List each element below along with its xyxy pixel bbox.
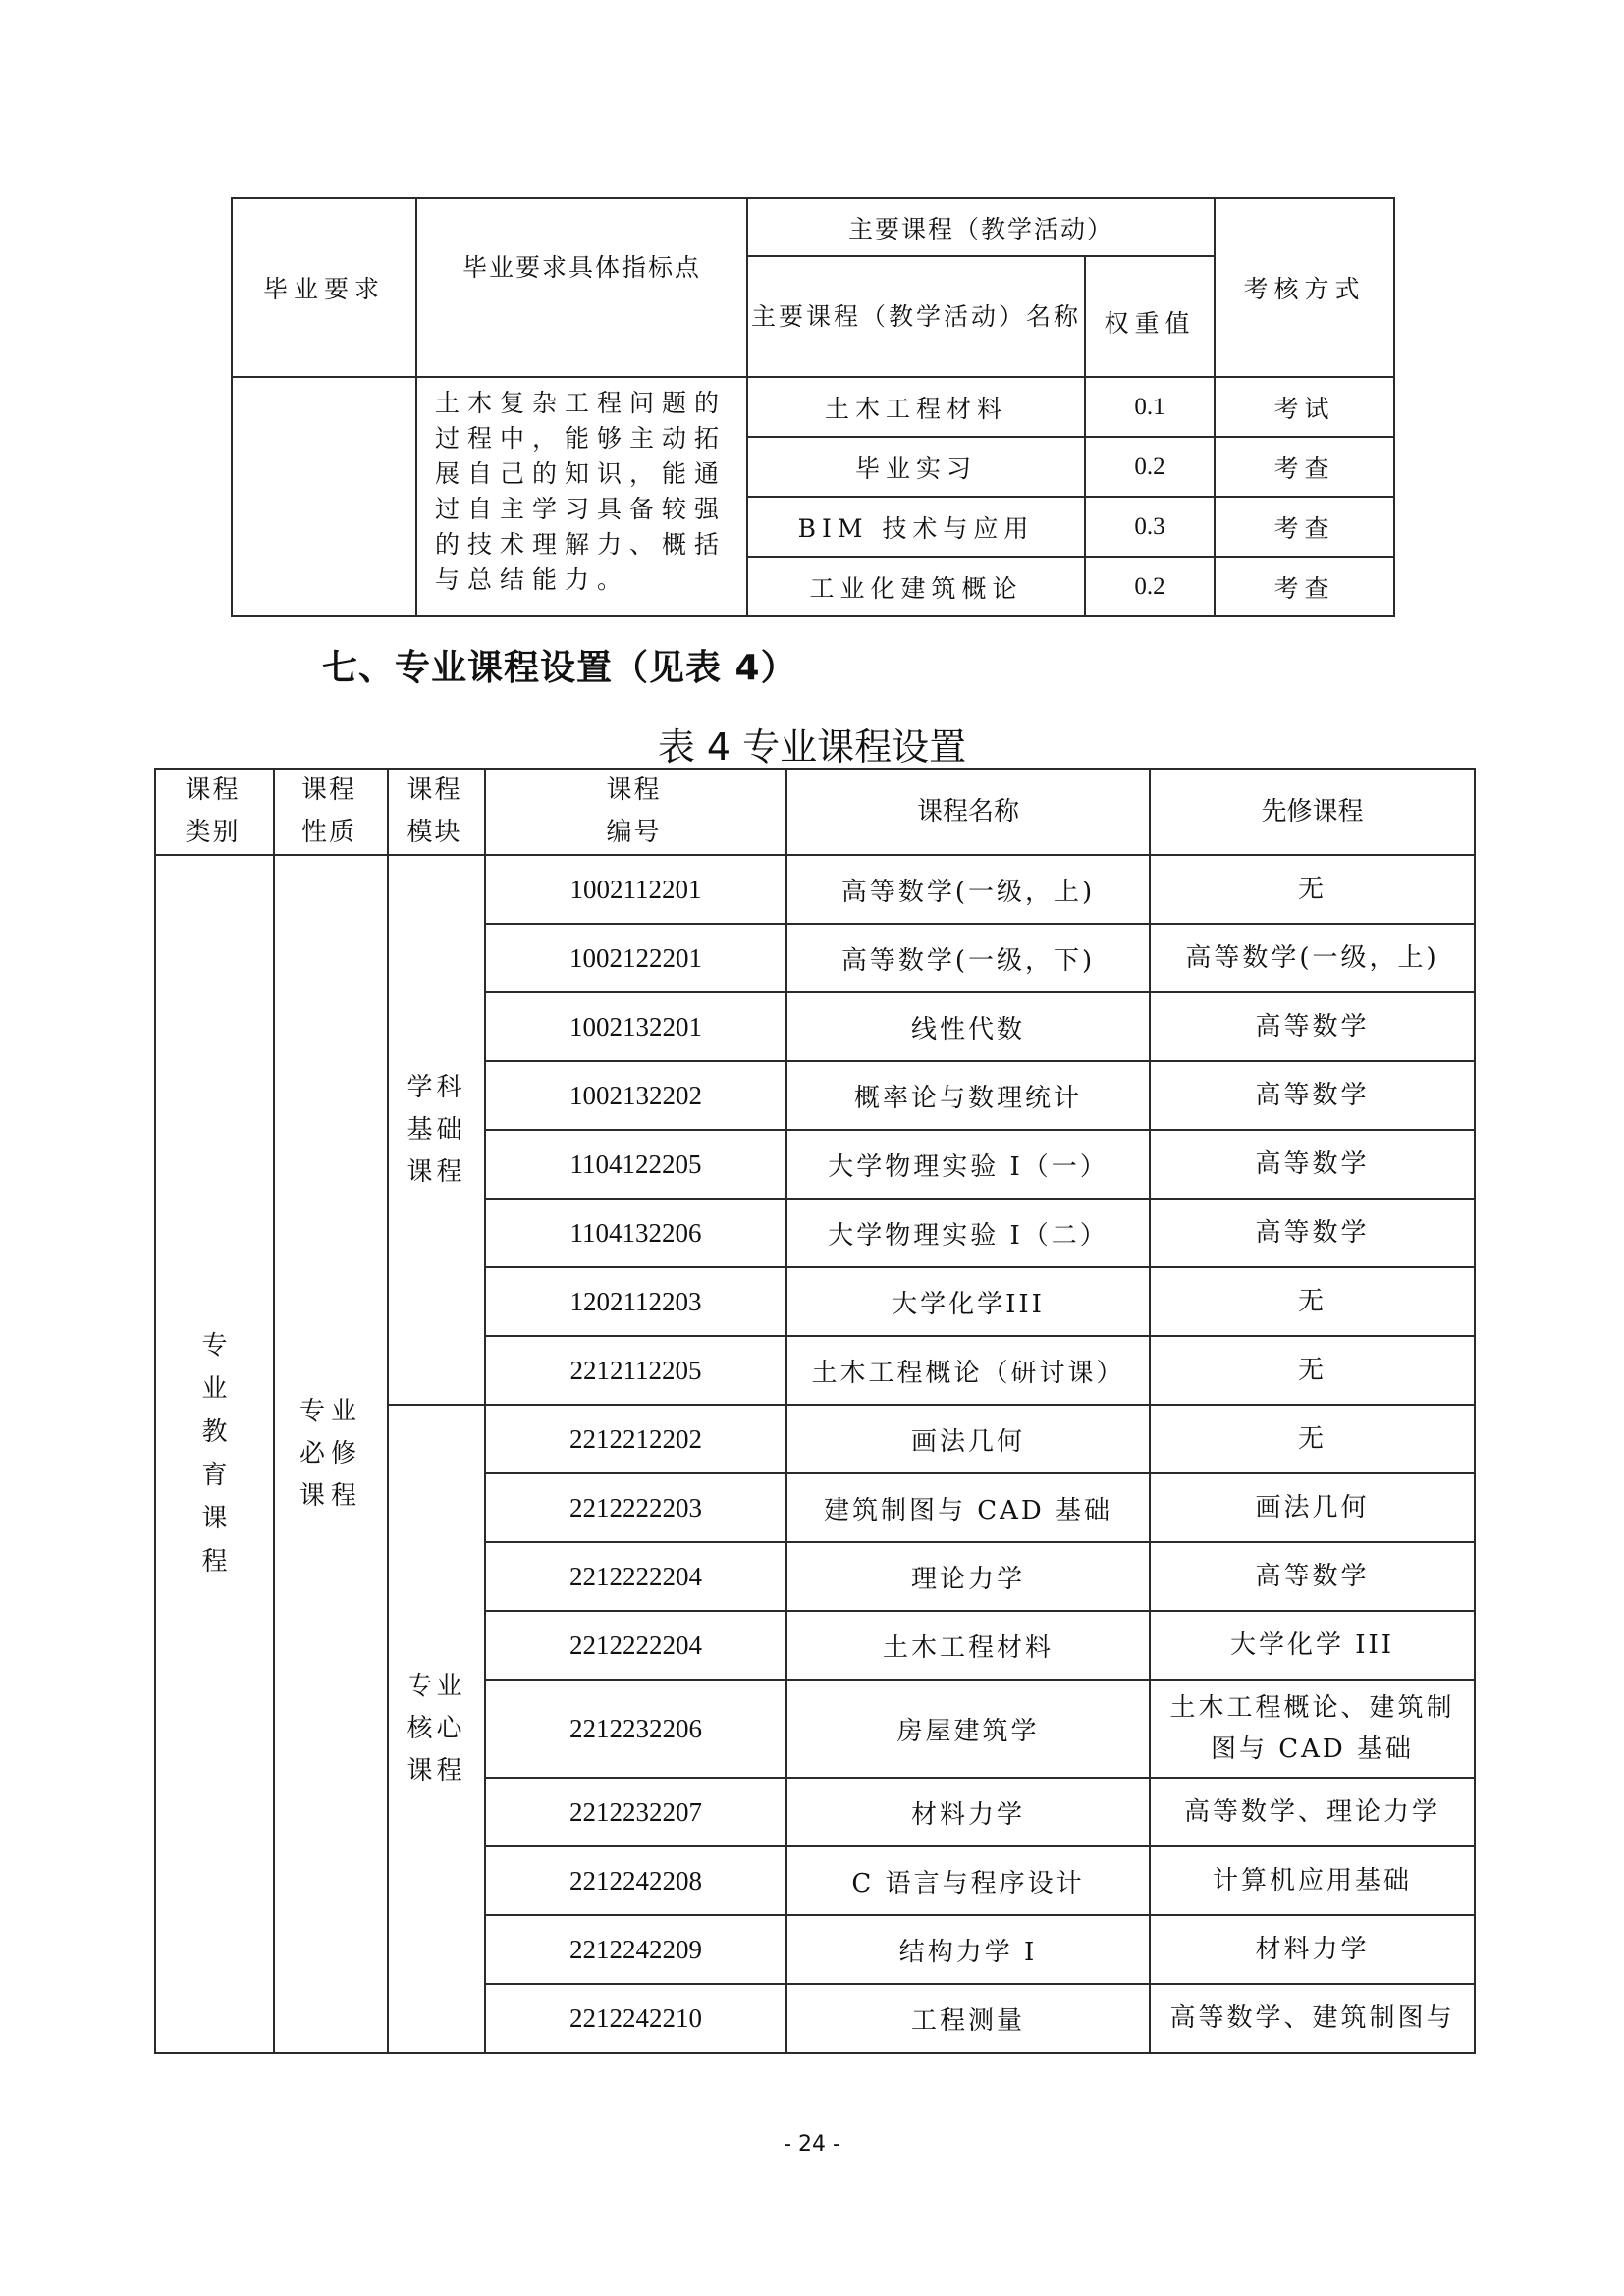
course-name: 毕业实习 bbox=[747, 437, 1085, 497]
course-name: 画法几何 bbox=[786, 1405, 1150, 1473]
course-code: 2212222204 bbox=[485, 1611, 786, 1680]
weight-value: 0.3 bbox=[1085, 497, 1215, 557]
assessment-method: 考查 bbox=[1215, 437, 1394, 497]
course-name: 高等数学(一级，上) bbox=[786, 855, 1150, 924]
course-category-cell bbox=[155, 855, 274, 2053]
course-code: 2212222203 bbox=[485, 1473, 786, 1542]
header-weight: 权重值 bbox=[1085, 256, 1215, 377]
header-indicator: 毕业要求具体指标点 bbox=[416, 198, 747, 377]
prerequisite-course: 高等数学、理论力学 bbox=[1150, 1778, 1475, 1846]
course-module-cell bbox=[388, 1405, 485, 2053]
prerequisite-course: 高等数学 bbox=[1150, 1542, 1475, 1611]
course-code: 2212212202 bbox=[485, 1405, 786, 1473]
prerequisite-course: 无 bbox=[1150, 1336, 1475, 1405]
course-nature-cell bbox=[274, 855, 388, 2053]
course-name: 材料力学 bbox=[786, 1778, 1150, 1846]
prerequisite-course: 土木工程概论、建筑制图与 CAD 基础 bbox=[1150, 1680, 1475, 1778]
prerequisite-course: 无 bbox=[1150, 1267, 1475, 1336]
header-name: 课程名称 bbox=[786, 769, 1150, 855]
course-code: 1202112203 bbox=[485, 1267, 786, 1336]
header-course-name: 主要课程（教学活动）名称 bbox=[747, 256, 1085, 377]
course-name: 土木工程概论（研讨课） bbox=[786, 1336, 1150, 1405]
prerequisite-course: 计算机应用基础 bbox=[1150, 1846, 1475, 1915]
course-name: 房屋建筑学 bbox=[786, 1680, 1150, 1778]
course-name: 高等数学(一级，下) bbox=[786, 924, 1150, 992]
table4-header-row bbox=[155, 769, 1475, 855]
header-main-courses-group: 主要课程（教学活动） bbox=[747, 198, 1215, 256]
page-number: - 24 - bbox=[784, 2132, 840, 2157]
course-code: 1002132201 bbox=[485, 992, 786, 1061]
course-code: 2212242208 bbox=[485, 1846, 786, 1915]
course-category: 专业教育课程 bbox=[201, 1331, 228, 1576]
prerequisite-course: 画法几何 bbox=[1150, 1473, 1475, 1542]
assessment-method: 考查 bbox=[1215, 557, 1394, 616]
assessment-method: 考试 bbox=[1215, 377, 1394, 437]
course-code: 1002132202 bbox=[485, 1061, 786, 1130]
course-code: 1002112201 bbox=[485, 855, 786, 924]
prerequisite-course: 大学化学 III bbox=[1150, 1611, 1475, 1680]
course-name: 工程测量 bbox=[786, 1984, 1150, 2053]
table-row bbox=[155, 855, 1475, 924]
course-name: 大学物理实验 I（二） bbox=[786, 1199, 1150, 1267]
course-name: 工业化建筑概论 bbox=[747, 557, 1085, 616]
table4-body bbox=[155, 855, 1475, 2053]
course-code: 1002122201 bbox=[485, 924, 786, 992]
header-prereq: 先修课程 bbox=[1150, 769, 1475, 855]
course-code: 1104122205 bbox=[485, 1130, 786, 1199]
header-module: 课程模块 bbox=[388, 769, 485, 855]
course-code: 1104132206 bbox=[485, 1199, 786, 1267]
table-row bbox=[232, 377, 1394, 437]
course-code: 2212112205 bbox=[485, 1336, 786, 1405]
course-name: 土木工程材料 bbox=[747, 377, 1085, 437]
table-caption: 表 4 专业课程设置 bbox=[657, 725, 967, 769]
assessment-method: 考查 bbox=[1215, 497, 1394, 557]
course-name: BIM 技术与应用 bbox=[747, 497, 1085, 557]
course-name: 大学化学III bbox=[786, 1267, 1150, 1336]
graduation-requirement-table bbox=[231, 197, 1395, 617]
course-name: 大学物理实验 I（一） bbox=[786, 1130, 1150, 1199]
course-name: 土木工程材料 bbox=[786, 1611, 1150, 1680]
course-name: 理论力学 bbox=[786, 1542, 1150, 1611]
course-settings-table bbox=[154, 768, 1476, 2054]
course-name: C 语言与程序设计 bbox=[786, 1846, 1150, 1915]
indicator-text: 土木复杂工程问题的过程中，能够主动拓展自己的知识，能通过自主学习具备较强的技术理解力、概括与总结能力。 bbox=[416, 377, 747, 616]
prerequisite-course: 高等数学、建筑制图与 bbox=[1150, 1984, 1475, 2053]
course-module: 学科基础课程 bbox=[406, 1072, 466, 1187]
course-name: 线性代数 bbox=[786, 992, 1150, 1061]
prerequisite-course: 高等数学 bbox=[1150, 1061, 1475, 1130]
course-nature: 专业必修课程 bbox=[299, 1396, 363, 1511]
header-code: 课程编号 bbox=[485, 769, 786, 855]
prerequisite-course: 高等数学(一级，上) bbox=[1150, 924, 1475, 992]
course-code: 2212232206 bbox=[485, 1680, 786, 1778]
weight-value: 0.1 bbox=[1085, 377, 1215, 437]
table1-header-row bbox=[232, 198, 1394, 256]
course-code: 2212232207 bbox=[485, 1778, 786, 1846]
prerequisite-course: 高等数学 bbox=[1150, 1199, 1475, 1267]
header-nature: 课程性质 bbox=[274, 769, 388, 855]
course-code: 2212222204 bbox=[485, 1542, 786, 1611]
course-module: 专业核心课程 bbox=[406, 1671, 466, 1786]
course-code: 2212242209 bbox=[485, 1915, 786, 1984]
weight-value: 0.2 bbox=[1085, 437, 1215, 497]
prerequisite-course: 无 bbox=[1150, 1405, 1475, 1473]
course-name: 结构力学 I bbox=[786, 1915, 1150, 1984]
weight-value: 0.2 bbox=[1085, 557, 1215, 616]
course-code: 2212242210 bbox=[485, 1984, 786, 2053]
prerequisite-course: 材料力学 bbox=[1150, 1915, 1475, 1984]
course-name: 建筑制图与 CAD 基础 bbox=[786, 1473, 1150, 1542]
course-module-cell bbox=[388, 855, 485, 1405]
requirement-cell bbox=[232, 377, 416, 616]
header-category: 课程类别 bbox=[155, 769, 274, 855]
prerequisite-course: 高等数学 bbox=[1150, 992, 1475, 1061]
prerequisite-course: 无 bbox=[1150, 855, 1475, 924]
header-assessment: 考核方式 bbox=[1215, 198, 1394, 377]
course-name: 概率论与数理统计 bbox=[786, 1061, 1150, 1130]
prerequisite-course: 高等数学 bbox=[1150, 1130, 1475, 1199]
section-heading: 七、专业课程设置（见表 4） bbox=[322, 648, 797, 688]
header-requirement: 毕业要求 bbox=[232, 198, 416, 377]
